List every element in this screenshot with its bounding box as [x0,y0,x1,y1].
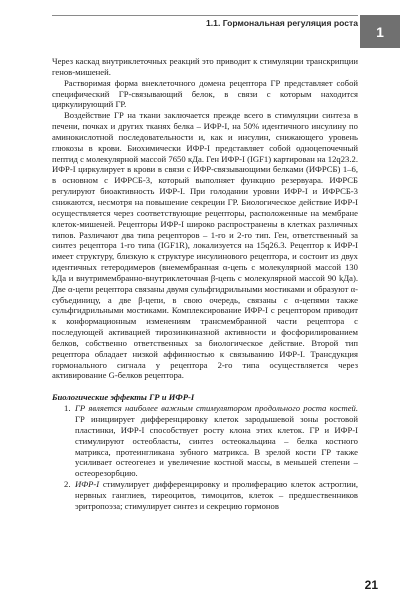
paragraph-1: Через каскад внутриклеточных реакций это приводит к стимуляции транскрипции генов-мишеней. [52,56,358,77]
paragraph-2: Растворимая форма внеклеточного домена рецептора ГР представляет собой специфический ГР-связывающий белок, в связи с которым находится циркулирующий ГР. [52,77,358,110]
list-item-number: 2. [64,479,71,490]
page-number: 21 [364,578,378,592]
chapter-number-tab: 1 [360,15,400,48]
list-item-number: 1. [64,403,71,414]
section-heading: Биологические эффекты ГР и ИФР-I [52,392,195,403]
list-item-text: стимулирует дифференцировку и пролиферацию клеток астроглии, нервных ганглиев, тиреоцитов, тимоцитов, клеток – предшественников эритропоэза; стимулирует синтез и секрецию гормонов [75,479,358,511]
list-item-text: ГР инициирует дифференцировку клеток зародышевой зоны ростовой пластинки, ИФР-I способствует росту клона этих клеток. ГР и ИФР-I стимулируют остеобласты, синтез остеокальцина – белка костного матрикса, протеингликана зубного матрикса. В зрелой кости ГР также усиливает остеогенез и увеличение костной массы, в меньшей степени – остеорезорбцию. [75,414,358,479]
list-item [52,479,358,512]
list-item-lead: ГР является наиболее важным стимулятором продольного роста костей. [75,403,358,414]
paragraph-3: Воздействие ГР на ткани заключается прежде всего в стимуляции синтеза в печени, почках и других тканях белка – ИФР-I, на 50% идентичного инсулину по аминокислотной последовательности и, как и инсулин, снижающего уровень глюкозы в крови. Биохимически ИФР-I представляет собой одноцепочечный пептид с молекулярной массой 7650 кДа. Ген ИФР-I (IGF1) картирован на 12q23.2. ИФР-I циркулирует в крови в связи с ИФР-связывающими белками (ИФРСБ) 1–6, в основном с ИФРСБ-3, который выполняет функцию резервуара. ИФРСБ регулируют биоактивность ИФР-I. При голодании уровни ИФР-I и ИФРСБ-3 снижаются, несмотря на повышение секреции ГР. Биологическое действие ИФР-I осуществляется через соответствующие рецепторы, расположенные на мембране клеток-мишеней. Рецепторы ИФР-I широко распространены в клетках различных типов. Различают два типа рецепторов – 1-го и 2-го тип. Ген, ответственный за синтез рецептора 1-го типа (IGF1R), локализуется на 15q26.3. Рецептор к ИФР-I имеет структуру, близкую к структуре инсулинового рецептора, и состоит из двух идентичных гетеродимеров (внемембранная α-цепь с молекулярной массой 130 kДа и внутримембранно-внутриклеточная β-цепь с молекулярной массой 90 kДа). Две α-цепи рецептора связаны двумя сульфгидрильными мостиками и образуют α-субъединицу, а две β-цепи, в свою очередь, связаны с α-цепями также сульфгидрильными мостиками. Комплексирование ИФР-I с рецептором приводит к конформационным изменениям трансмембранной части рецептора с последующей активацией тирозинкиназной активности и фосфорилированием белков, собственно ответственных за биологическое действие. Второй тип рецептора обладает низкой аффинностью к связыванию ИФР-I. Трансдукция гормонального сигнала у рецептора 2-го типа осуществляется через активирование G-белков рецептора. [52,110,358,381]
effects-list [52,403,358,511]
list-item-lead: ИФР-I [75,479,100,490]
page-body [52,56,358,512]
list-item [52,403,358,479]
header-rule [52,15,358,16]
running-header-title: 1.1. Гормональная регуляция роста [206,18,358,28]
